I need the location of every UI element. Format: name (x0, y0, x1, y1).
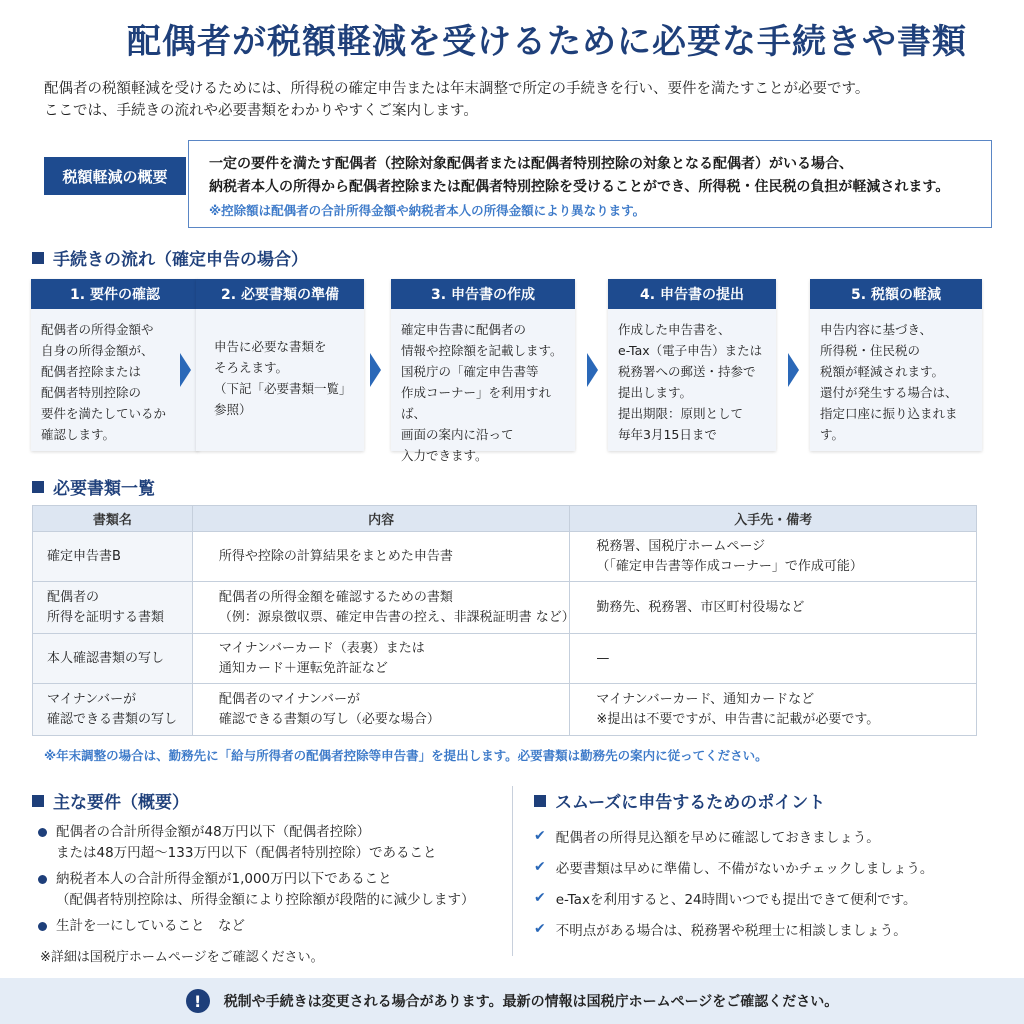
doc-content-cell: 配偶者の所得金額を確認するための書類 （例：源泉徴収票、確定申告書の控え、非課税証明書 など） (192, 582, 570, 634)
requirement-text: 配偶者の合計所得金額が48万円以下（配偶者控除） または48万円超～133万円以下（配偶者特別控除）であること (56, 824, 437, 861)
list-item (534, 888, 933, 908)
list-item (534, 919, 933, 939)
flow-step-title: 4. 申告書の提出 (608, 279, 776, 309)
doc-content-cell: 所得や控除の計算結果をまとめた申告書 (192, 532, 570, 582)
docs-heading-text: 必要書類一覧 (53, 479, 155, 499)
check-icon: ✔ (534, 828, 546, 844)
docs-heading (32, 474, 155, 499)
list-item (36, 822, 506, 864)
tips-list (534, 826, 933, 950)
flow-heading-text: 手続きの流れ（確定申告の場合） (53, 250, 308, 270)
doc-name-cell: 配偶者の 所得を証明する書類 (33, 582, 193, 634)
table-row (33, 582, 977, 634)
list-item (534, 857, 933, 877)
arrow-right-icon (788, 353, 799, 387)
requirement-text: 生計を一にしていること など (56, 918, 245, 934)
check-icon: ✔ (534, 859, 546, 875)
flow-step-title: 2. 必要書類の準備 (196, 279, 364, 309)
square-bullet-icon (32, 252, 44, 264)
flow-step-body (196, 309, 364, 447)
page-title: 配偶者が税額軽減を受けるために必要な手続きや書類 (127, 22, 967, 62)
list-item (534, 826, 933, 846)
doc-content-cell: 配偶者のマイナンバーが 確認できる書類の写し（必要な場合） (192, 684, 570, 736)
overview-box (188, 140, 992, 228)
intro-line-1: 配偶者の税額軽減を受けるためには、所得税の確定申告または年末調整で所定の手続きを行い、要件を満たすことが必要です。 (44, 81, 870, 97)
tip-text: e-Taxを利用すると、24時間いつでも提出できて便利です。 (555, 892, 917, 908)
flow-step-1 (31, 279, 199, 451)
exclamation-icon: ! (186, 989, 210, 1013)
doc-source-cell: 勤務先、税務署、市区町村役場など (570, 582, 977, 634)
table-row (33, 532, 977, 582)
list-item (36, 916, 506, 937)
doc-content-cell: マイナンバーカード（表裏）または 通知カード＋運転免許証など (192, 634, 570, 684)
overview-note: ※控除額は配偶者の合計所得金額や納税者本人の所得金額により異なります。 (209, 203, 646, 218)
overview-label: 税額軽減の概要 (44, 157, 186, 195)
table-header: 内容 (192, 506, 570, 532)
flow-step-4 (608, 279, 776, 451)
flow-step-body-text: 申告に必要な書類を そろえます。 （下記「必要書類一覧」 参照） (214, 339, 352, 417)
docs-table (32, 505, 977, 736)
bullet-dot-icon (38, 922, 47, 931)
flow-step-title: 3. 申告書の作成 (391, 279, 575, 309)
intro-text (44, 78, 994, 122)
square-bullet-icon (534, 795, 546, 807)
overview-line-2: 納税者本人の所得から配偶者控除または配偶者特別控除を受けることができ、所得税・住民税の負担が軽減されます。 (209, 179, 950, 195)
requirements-note: ※詳細は国税庁ホームページをご確認ください。 (40, 950, 324, 965)
arrow-right-icon (370, 353, 381, 387)
doc-source-cell: 税務署、国税庁ホームページ （「確定申告書等作成コーナー」で作成可能） (570, 532, 977, 582)
overview-line-1: 一定の要件を満たす配偶者（控除対象配偶者または配偶者特別控除の対象となる配偶者）がいる場合、 (209, 156, 853, 172)
table-header-row (33, 506, 977, 532)
check-icon: ✔ (534, 921, 546, 937)
requirements-heading (32, 788, 189, 813)
requirements-list (36, 822, 506, 942)
doc-name-cell: 確定申告書B (33, 532, 193, 582)
section-divider (512, 786, 513, 956)
doc-name-cell: 本人確認書類の写し (33, 634, 193, 684)
flow-step-body: 作成した申告書を、 e-Tax（電子申告）または 税務署への郵送・持参で 提出します。 提出期限：原則として 毎年3月15日まで (618, 322, 763, 442)
tips-heading (534, 788, 825, 813)
arrow-right-icon (180, 353, 191, 387)
doc-source-cell: — (570, 634, 977, 684)
tip-text: 配偶者の所得見込額を早めに確認しておきましょう。 (555, 830, 880, 846)
requirements-heading-text: 主な要件（概要） (53, 793, 189, 813)
flow-step-title: 5. 税額の軽減 (810, 279, 982, 309)
doc-source-cell: マイナンバーカード、通知カードなど ※提出は不要ですが、申告書に記載が必要です。 (570, 684, 977, 736)
table-header: 入手先・備考 (570, 506, 977, 532)
tip-text: 不明点がある場合は、税務署や税理士に相談しましょう。 (555, 923, 907, 939)
requirement-text: 納税者本人の合計所得金額が1,000万円以下であること （配偶者特別控除は、所得金額により控除額が段階的に減少します） (56, 871, 475, 908)
table-header: 書類名 (33, 506, 193, 532)
flow-step-5 (810, 279, 982, 451)
flow-step-2 (196, 279, 364, 451)
arrow-right-icon (587, 353, 598, 387)
table-row (33, 684, 977, 736)
footer-text: 税制や手続きは変更される場合があります。最新の情報は国税庁ホームページをご確認ください。 (223, 994, 839, 1010)
flow-heading (32, 245, 308, 270)
bullet-dot-icon (38, 875, 47, 884)
flow-step-body: 申告内容に基づき、 所得税・住民税の 税額が軽減されます。 還付が発生する場合は、 指定口座に振り込まれます。 (820, 322, 958, 442)
doc-name-cell: マイナンバーが 確認できる書類の写し (33, 684, 193, 736)
bullet-dot-icon (38, 828, 47, 837)
footer-banner (0, 978, 1024, 1024)
intro-line-2: ここでは、手続きの流れや必要書類をわかりやすくご案内します。 (44, 103, 478, 119)
flow-step-body: 確定申告書に配偶者の 情報や控除額を記載します。 国税庁の「確定申告書等 作成コーナー」を利用すれば、 画面の案内に沿って 入力できます。 (401, 322, 563, 463)
tips-heading-text: スムーズに申告するためのポイント (555, 793, 826, 813)
docs-note: ※年末調整の場合は、勤務先に「給与所得者の配偶者控除等申告書」を提出します。必要書類は勤務先の案内に従ってください。 (44, 748, 768, 763)
flow-step-body: 配偶者の所得金額や 自身の所得金額が、 配偶者控除または 配偶者特別控除の 要件を満たしているか 確認します。 (41, 322, 167, 442)
flow-step-3 (391, 279, 575, 463)
check-icon: ✔ (534, 890, 546, 906)
table-row (33, 634, 977, 684)
square-bullet-icon (32, 481, 44, 493)
list-item (36, 869, 506, 911)
tip-text: 必要書類は早めに準備し、不備がないかチェックしましょう。 (555, 861, 934, 877)
square-bullet-icon (32, 795, 44, 807)
flow-step-title: 1. 要件の確認 (31, 279, 199, 309)
